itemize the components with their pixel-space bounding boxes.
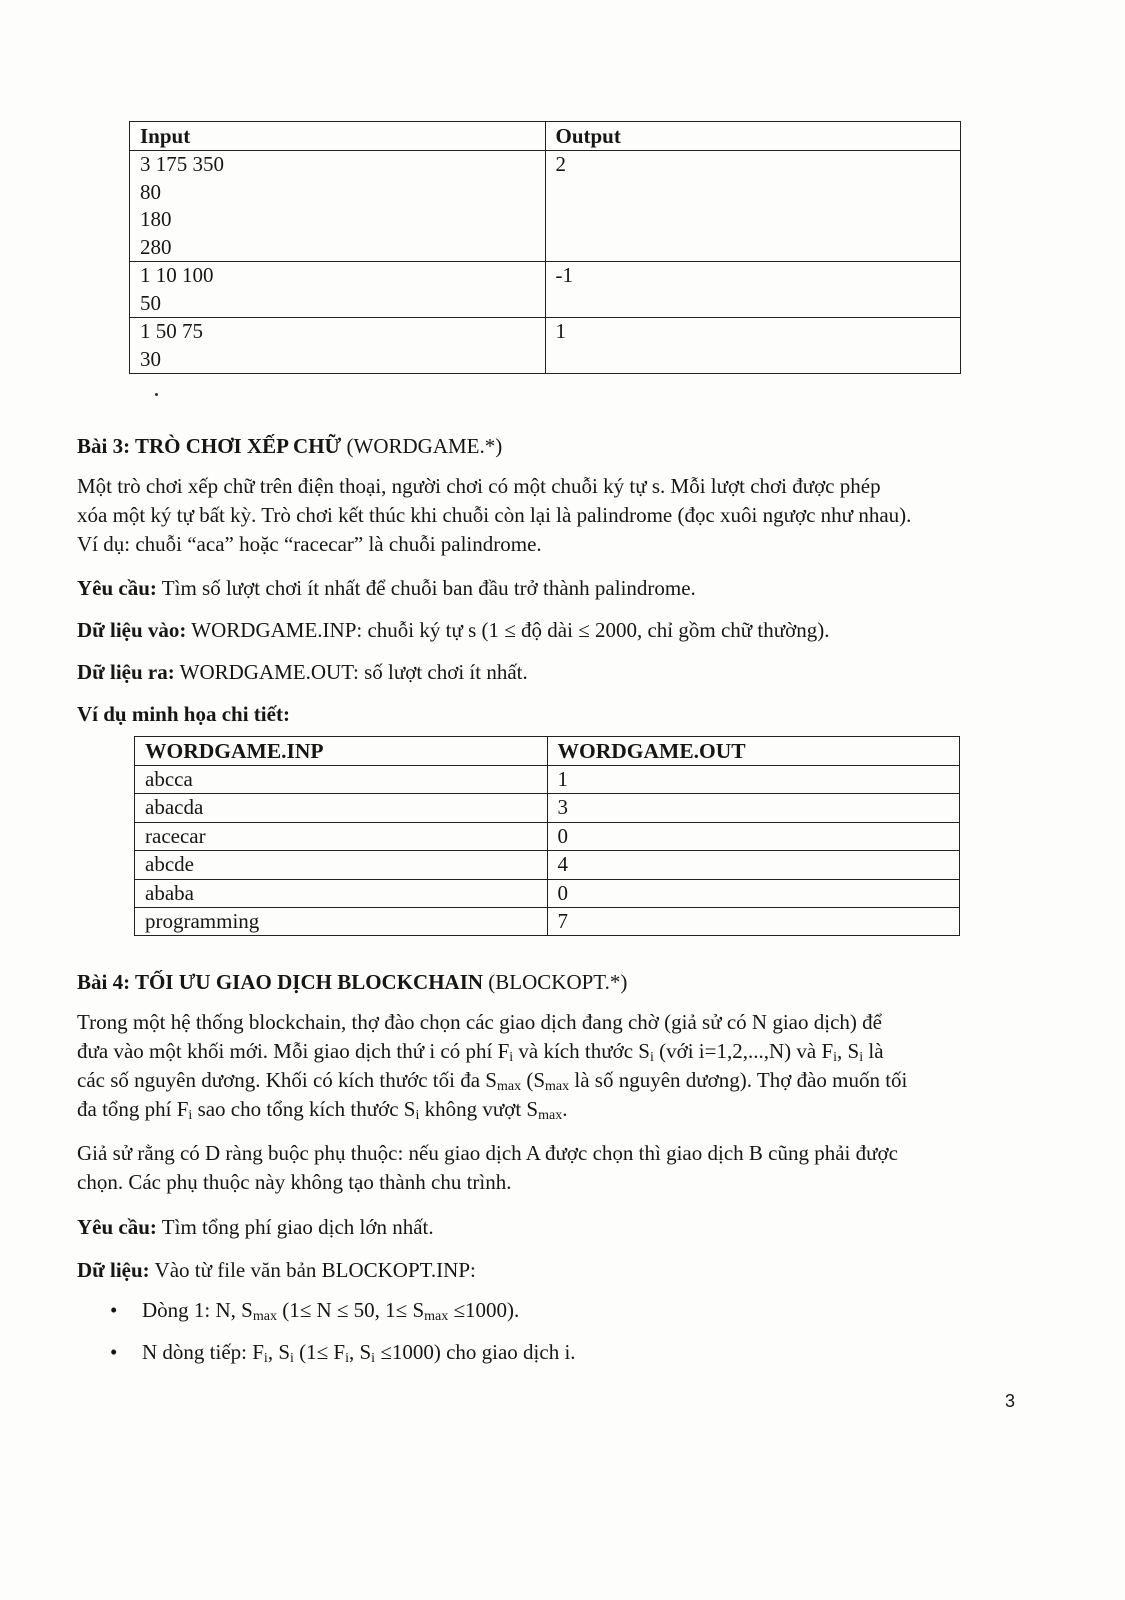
input-line: 80 xyxy=(140,179,161,204)
input-line: 30 xyxy=(140,346,161,371)
table-row: programming 7 xyxy=(135,908,960,936)
speck xyxy=(155,393,158,396)
section-title-bai4: Bài 4: TỐI ƯU GIAO DỊCH BLOCKCHAIN (BLOCKOPT.*) xyxy=(77,970,628,994)
table-row: abcde 4 xyxy=(135,851,960,879)
table-header-out: WORDGAME.OUT xyxy=(547,737,960,766)
input-line: 180 xyxy=(140,207,172,231)
bai3-input-spec: Dữ liệu vào: WORDGAME.INP: chuỗi ký tự s (1 ≤ độ dài ≤ 2000, chỉ gồm chữ thường). xyxy=(77,618,830,642)
table-row: ababa 0 xyxy=(135,879,960,907)
table-row: abacda 3 xyxy=(135,794,960,822)
page-number: 3 xyxy=(1005,1391,1016,1411)
table-row xyxy=(130,262,961,318)
bai3-requirement: Yêu cầu: Tìm số lượt chơi ít nhất để chuỗi ban đầu trở thành palindrome. xyxy=(77,576,696,600)
bai3-example-label: Ví dụ minh họa chi tiết: xyxy=(77,702,290,726)
bai4-data-spec: Dữ liệu: Vào từ file văn bản BLOCKOPT.INP: xyxy=(77,1258,476,1282)
bullet-icon: • xyxy=(110,1340,118,1364)
input-line: 1 10 100 xyxy=(140,263,214,287)
wordgame-example-table xyxy=(134,736,960,936)
output-cell: -1 xyxy=(545,262,961,318)
bai4-requirement: Yêu cầu: Tìm tổng phí giao dịch lớn nhất. xyxy=(77,1215,434,1239)
bai4-dependency: Giả sử rằng có D ràng buộc phụ thuộc: nếu giao dịch A được chọn thì giao dịch B cũng phải được chọn. Các phụ thuộc này không tạo thành chu trình. xyxy=(77,1141,898,1194)
bullet-icon: • xyxy=(110,1298,118,1322)
output-cell: 2 xyxy=(545,151,961,262)
table-row xyxy=(130,151,961,262)
bullet-item-2: N dòng tiếp: $F_i$, $S_i$ ($1\le F_i$, $S_i \le 1000$) cho giao dịch i. xyxy=(142,1340,576,1366)
bai4-intro: Trong một hệ thống blockchain, thợ đào chọn các giao dịch đang chờ (giả sử có N giao dịch) để đưa vào một khối mới. Mỗi giao dịch thứ i có phí $F_i$ và kích thước $S_i$ (với i=1,2,...,N) và $F_i$, $S_i$ là các số nguyên dương. Khối có kích thước tối đa $S_{max}$ ($S_{max}$ là số nguyên dương). Thợ đào muốn tối đa tổng phí $F_i$ sao cho tổng kích thước $S_i$ không vượt $S_{max}$. xyxy=(77,1010,908,1123)
table-row xyxy=(130,318,961,374)
bai3-intro: Một trò chơi xếp chữ trên điện thoại, người chơi có một chuỗi ký tự s. Mỗi lượt chơi được phép xóa một ký tự bất kỳ. Trò chơi kết thúc khi chuỗi còn lại là palindrome (đọc xuôi ngược như nhau). Ví dụ: chuỗi “aca” hoặc “racecar” là chuỗi palindrome. xyxy=(77,474,912,556)
bullet-item-1: Dòng 1: N, $S_{max}$ (1≤ N ≤ 50, $1\le S_{max} \le 1000$). xyxy=(142,1298,520,1324)
table-header-input: Input xyxy=(130,122,546,151)
table-header-output: Output xyxy=(545,122,961,151)
input-line: 1 50 75 xyxy=(140,319,203,343)
input-line: 280 xyxy=(140,234,172,259)
input-line: 50 xyxy=(140,290,161,315)
output-cell: 1 xyxy=(545,318,961,374)
bai3-output-spec: Dữ liệu ra: WORDGAME.OUT: số lượt chơi ít nhất. xyxy=(77,660,528,684)
table-row: racecar 0 xyxy=(135,822,960,850)
table-header-inp: WORDGAME.INP xyxy=(135,737,548,766)
example-table-1 xyxy=(129,121,961,374)
table-row: abcca 1 xyxy=(135,766,960,794)
input-line: 3 175 350 xyxy=(140,152,224,176)
section-title-bai3: Bài 3: TRÒ CHƠI XẾP CHỮ (WORDGAME.*) xyxy=(77,434,503,458)
